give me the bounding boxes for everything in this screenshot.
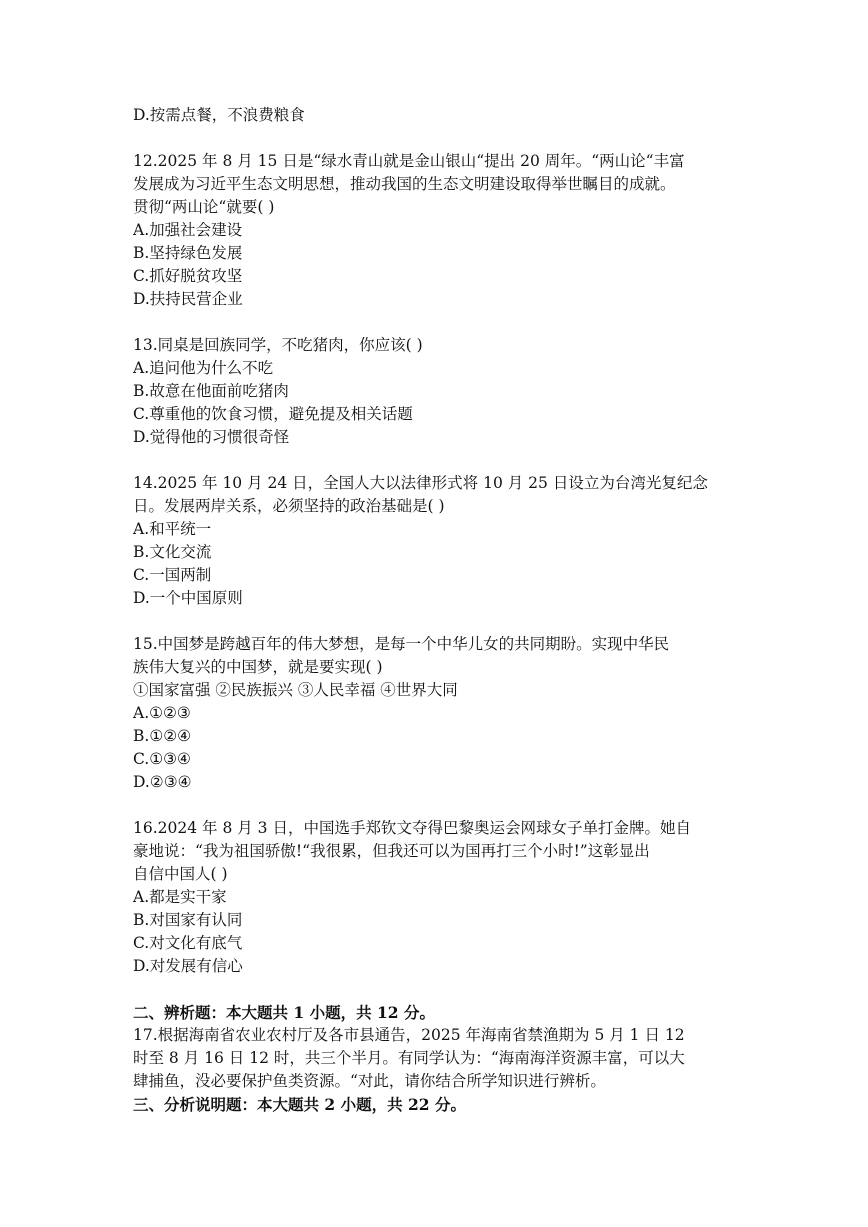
q16-option-d: D.对发展有信心 <box>133 957 243 975</box>
q14-option-c: C.一国两制 <box>133 566 212 584</box>
q13-stem-line-1: 13.同桌是回族同学，不吃猪肉，你应该( ) <box>133 336 423 354</box>
question-14 <box>133 472 743 610</box>
q13-option-d: D.觉得他的习惯很奇怪 <box>133 428 290 446</box>
q14-option-d: D.一个中国原则 <box>133 589 243 607</box>
exam-page <box>133 104 743 1116</box>
question-15 <box>133 633 743 794</box>
q15-stem-line-3: ①国家富强 ②民族振兴 ③人民幸福 ④世界大同 <box>133 681 458 699</box>
spacer <box>133 610 743 633</box>
q15-option-d: D.②③④ <box>133 773 192 791</box>
q15-stem-line-2: 族伟大复兴的中国梦，就是要实现( ) <box>133 658 383 676</box>
q13-option-c: C.尊重他的饮食习惯，避免提及相关话题 <box>133 405 413 423</box>
q16-stem-line-2: 豪地说：“我为祖国骄傲!“我很累，但我还可以为国再打三个小时!”这彰显出 <box>133 842 650 860</box>
q15-option-c: C.①③④ <box>133 750 191 768</box>
q17-stem-line-2: 时至 8 月 16 日 12 时，共三个半月。有同学认为：“海南海洋资源丰富，可以大 <box>133 1049 685 1067</box>
spacer <box>133 978 743 1001</box>
question-12 <box>133 150 743 311</box>
q14-option-a: A.和平统一 <box>133 520 212 538</box>
q16-stem-line-3: 自信中国人( ) <box>133 865 228 883</box>
q15-option-a: A.①②③ <box>133 704 191 722</box>
q11-option-d: D.按需点餐，不浪费粮食 <box>133 106 305 124</box>
q13-option-b: B.故意在他面前吃猪肉 <box>133 382 289 400</box>
section-2-heading: 二、辨析题：本大题共 1 小题，共 12 分。 <box>133 1003 435 1022</box>
q16-option-b: B.对国家有认同 <box>133 911 243 929</box>
question-13 <box>133 334 743 449</box>
q12-option-c: C.抓好脱贫攻坚 <box>133 267 243 285</box>
spacer <box>133 311 743 334</box>
q14-stem-line-1: 14.2025 年 10 月 24 日，全国人大以法律形式将 10 月 25 日设立为台湾光复纪念 <box>133 474 708 492</box>
q16-option-a: A.都是实干家 <box>133 888 227 906</box>
spacer <box>133 794 743 817</box>
spacer <box>133 127 743 150</box>
q17-stem-line-1: 17.根据海南省农业农村厅及各市县通告，2025 年海南省禁渔期为 5 月 1 日 12 <box>133 1026 685 1044</box>
q16-option-c: C.对文化有底气 <box>133 934 243 952</box>
q15-stem-line-1: 15.中国梦是跨越百年的伟大梦想，是每一个中华儿女的共同期盼。实现中华民 <box>133 635 670 653</box>
q16-stem-line-1: 16.2024 年 8 月 3 日，中国选手郑钦文夺得巴黎奥运会网球女子单打金牌。她自 <box>133 819 691 837</box>
question-17 <box>133 1024 743 1093</box>
q12-stem-line-1: 12.2025 年 8 月 15 日是“绿水青山就是金山银山“提出 20 周年。“两山论“丰富 <box>133 152 685 170</box>
q14-stem-line-2: 日。发展两岸关系，必须坚持的政治基础是( ) <box>133 497 445 515</box>
q15-option-b: B.①②④ <box>133 727 192 745</box>
q17-stem-line-3: 肆捕鱼，没必要保护鱼类资源。“对此，请你结合所学知识进行辨析。 <box>133 1072 606 1090</box>
q12-option-a: A.加强社会建设 <box>133 221 243 239</box>
question-16 <box>133 817 743 978</box>
q14-option-b: B.文化交流 <box>133 543 212 561</box>
q12-option-d: D.扶持民营企业 <box>133 290 243 308</box>
section-3-heading: 三、分析说明题：本大题共 2 小题，共 22 分。 <box>133 1095 466 1114</box>
q12-stem-line-2: 发展成为习近平生态文明思想，推动我国的生态文明建设取得举世瞩目的成就。 <box>133 175 676 193</box>
q12-stem-line-3: 贯彻“两山论“就要( ) <box>133 198 275 216</box>
spacer <box>133 449 743 472</box>
q13-option-a: A.追问他为什么不吃 <box>133 359 274 377</box>
q12-option-b: B.坚持绿色发展 <box>133 244 243 262</box>
